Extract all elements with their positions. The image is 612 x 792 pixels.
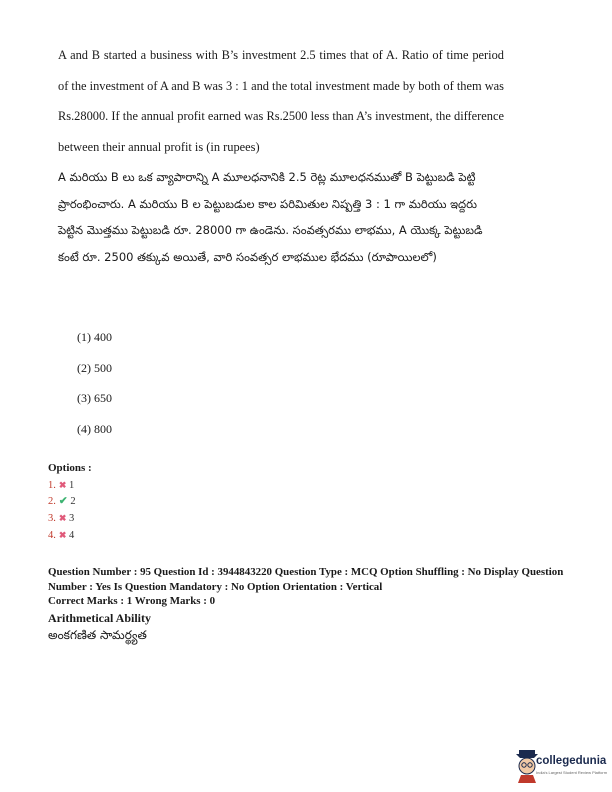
cross-icon: ✖ (58, 480, 67, 490)
check-icon: ✔ (58, 495, 68, 507)
marks-line: Correct Marks : 1 Wrong Marks : 0 (48, 595, 216, 607)
cross-icon: ✖ (58, 513, 67, 523)
option-number: 1. (48, 480, 56, 491)
option-item-3 (48, 510, 92, 527)
option-value: 4 (69, 529, 75, 541)
question-text-telugu: A మరియు B లు ఒక వ్యాపారాన్ని A మూలధనానికి 2.5 రెట్ల మూలధనముతో B పెట్టుబడి పెట్టి ప్రారంభించారు. A మరియు B ల పెట్టుబడుల కాల పరిమితుల నిష్పత్తి 3 : 1 గా మరియు ఇద్దరు పెట్టిన మొత్తము పెట్టుబడి రూ. 28000 గా ఉండెను. సంవత్సరము లాభము, A యొక్క పెట్టుబడి కంటే రూ. 2500 తక్కువ అయితే, వారి సంవత్సర లాభముల భేదము (రూపాయిలలో) (58, 170, 483, 264)
section-title-telugu: అంకగణిత సామర్థ్యత (48, 628, 147, 642)
section-title-english: Arithmetical Ability (48, 611, 151, 625)
option-value: 2 (70, 495, 76, 507)
option-item-4 (48, 527, 92, 544)
answer-choices (77, 326, 112, 448)
question-metadata (48, 565, 578, 609)
option-number: 2. (48, 495, 56, 507)
options-heading: Options : (48, 462, 92, 474)
metadata-line: Question Number : 95 Question Id : 3944843220 Question Type : MCQ Option Shuffling : No Display Question Number : Yes Is Question Mandatory : No Option Orientation : Vertical (48, 566, 564, 593)
answer-choice-2: (2) 500 (77, 360, 112, 375)
option-number: 4. (48, 529, 56, 541)
logo-brand-name: collegedunia (536, 755, 607, 767)
cross-icon: ✖ (58, 529, 67, 540)
answer-choice-1: (1) 400 (77, 330, 112, 344)
answer-choice-4: (4) 800 (77, 421, 112, 436)
option-item-2 (48, 494, 92, 511)
option-item-1 (48, 477, 92, 494)
option-value: 1 (69, 480, 75, 491)
option-number: 3. (48, 513, 56, 524)
answer-choice-3: (3) 650 (77, 391, 112, 405)
option-value: 3 (69, 513, 75, 524)
logo-tagline: India's Largest Student Review Platform (536, 770, 608, 775)
question-text-english: A and B started a business with B’s investment 2.5 times that of A. Ratio of time period of the investment of A and B was 3 : 1 and the total investment made by both of them was Rs.28000. If the annual profit earned was Rs.2500 less than A’s investment, the difference between their annual profit is (in rupees) (58, 48, 504, 154)
options-list (48, 462, 92, 543)
